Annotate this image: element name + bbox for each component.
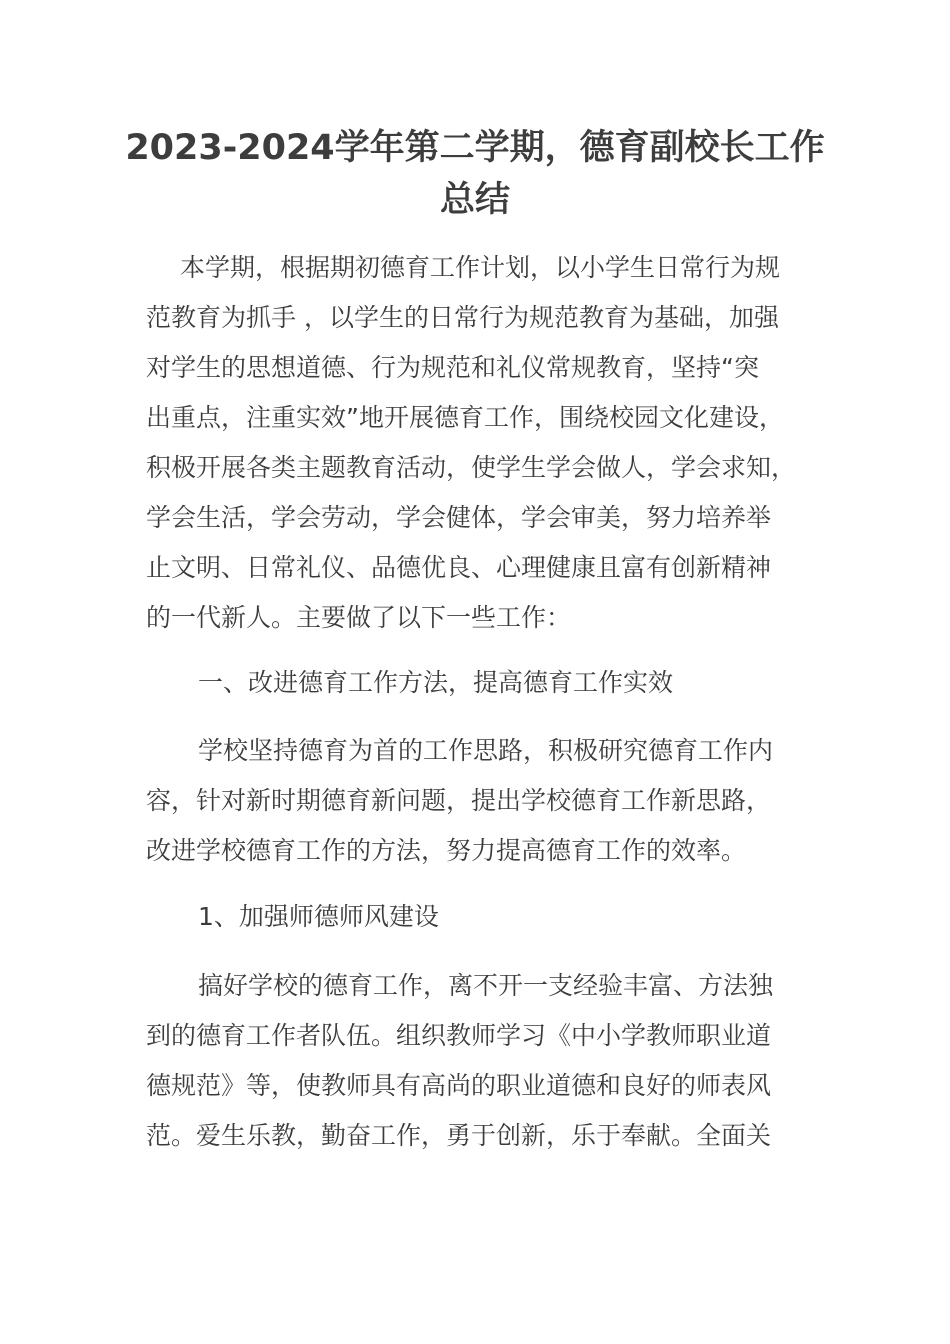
- paragraph-line: 止文明、日常礼仪、品德优良、心理健康且富有创新精神: [146, 553, 772, 582]
- paragraph-line: 改进学校德育工作的方法，努力提高德育工作的效率。: [146, 836, 747, 865]
- document-title-line-2: 总结: [439, 180, 510, 220]
- paragraph-line: 搞好学校的德育工作，离不开一支经验丰富、方法独: [198, 971, 774, 1000]
- paragraph-line: 学校坚持德育为首的工作思路，积极研究德育工作内: [198, 736, 774, 765]
- paragraph-line: 积极开展各类主题教育活动，使学生学会做人，学会求知，: [146, 453, 797, 482]
- paragraph-line: 对学生的思想道德、行为规范和礼仪常规教育，坚持“突: [146, 353, 759, 382]
- section-heading: [146, 658, 806, 708]
- document-title-line-1: 2023-2024学年第二学期，德育副校长工作: [125, 128, 825, 168]
- section-1-paragraph: [146, 726, 806, 876]
- paragraph-line: 学会生活，学会劳动，学会健体，学会审美，努力培养举: [146, 503, 772, 532]
- paragraph-line: 容，针对新时期德育新问题，提出学校德育工作新思路，: [146, 786, 772, 815]
- paragraph-line: 德规范》等，使教师具有高尚的职业道德和良好的师表风: [146, 1071, 772, 1100]
- paragraph-line: 范。爱生乐教，勤奋工作，勇于创新，乐于奉献。全面关: [146, 1121, 772, 1150]
- paragraph-line: 本学期，根据期初德育工作计划，以小学生日常行为规: [180, 253, 781, 282]
- paragraph-line: 范教育为抓手 ，以学生的日常行为规范教育为基础，加强: [146, 303, 779, 332]
- subsection-heading: [146, 892, 806, 942]
- subsection-1-paragraph: [146, 961, 806, 1161]
- paragraph-line: 出重点，注重实效”地开展德育工作，围绕校园文化建设，: [146, 403, 784, 432]
- paragraph-line: 的一代新人。主要做了以下一些工作：: [146, 603, 572, 632]
- paragraph-line: 到的德育工作者队伍。组织教师学习《中小学教师职业道: [146, 1021, 772, 1050]
- intro-paragraph: [146, 243, 806, 643]
- subsection-1-heading: 1、加强师德师风建设: [198, 902, 439, 931]
- section-1-heading: 一、改进德育工作方法，提高德育工作实效: [198, 668, 674, 697]
